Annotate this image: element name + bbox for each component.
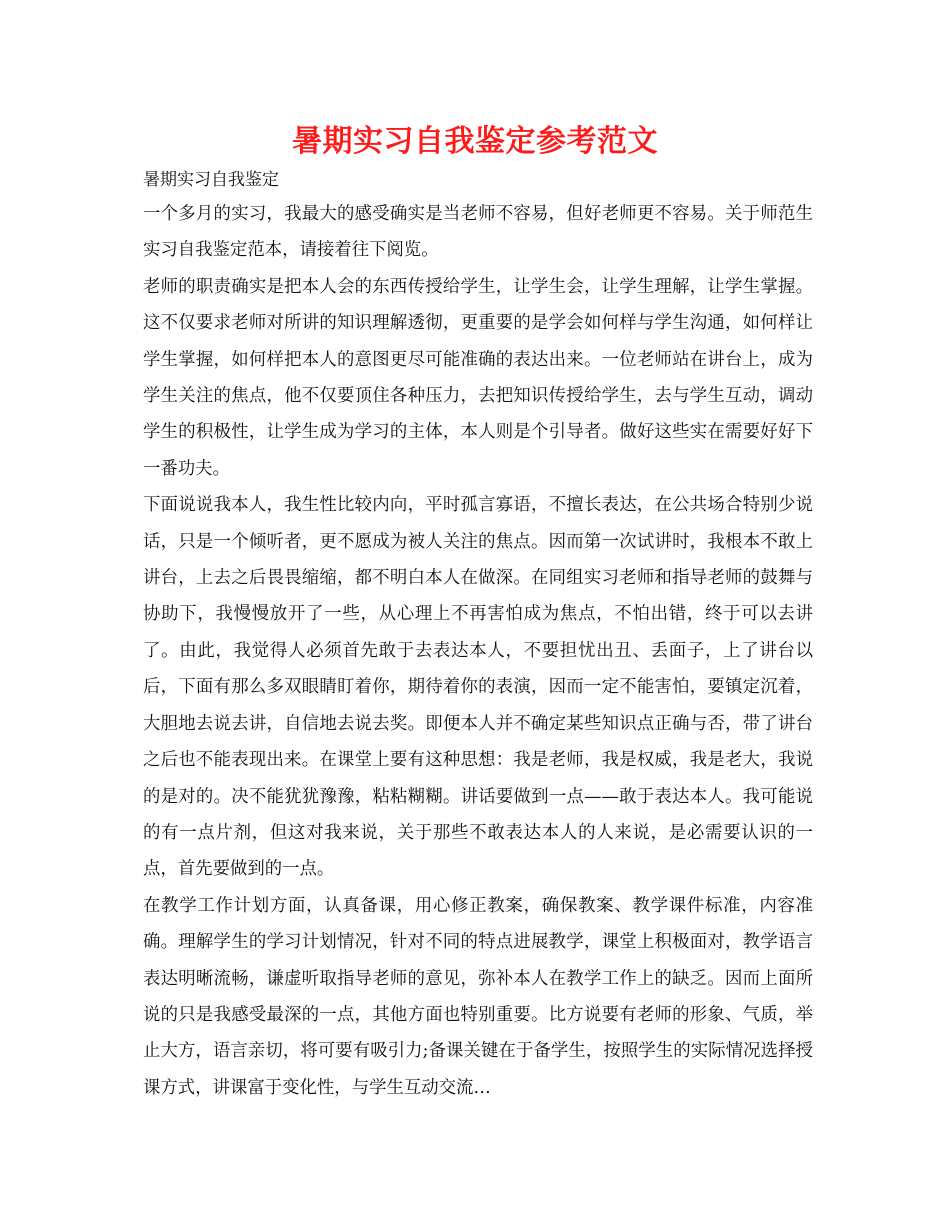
document-subtitle: 暑期实习自我鉴定 <box>143 170 279 190</box>
paragraph-teaching-plan: 在教学工作计划方面，认真备课，用心修正教案，确保教案、教学课件标准，内容准确。理解学生的学习计划情况，针对不同的特点进展教学，课堂上积极面对，教学语言表达明晰流畅，谦虚听取指导老师的意见，弥补本人在教学工作上的缺乏。因而上面所说的只是我感受最深的一点，其他方面也特别重要。比方说要有老师的形象、气质，举止大方，语言亲切，将可要有吸引力;备课关键在于备学生，按照学生的实际情况选择授课方式，讲课富于变化性，与学生互动交流… <box>143 895 813 1098</box>
paragraph-teacher-duty: 老师的职责确实是把本人会的东西传授给学生，让学生会，让学生理解，让学生掌握。这不仅要求老师对所讲的知识理解透彻，更重要的是学会如何样与学生沟通，如何样让学生掌握，如何样把本人的意图更尽可能准确的表达出来。一位老师站在讲台上，成为学生关注的焦点，他不仅要顶住各种压力，去把知识传授给学生，去与学生互动，调动学生的积极性，让学生成为学习的主体，本人则是个引导者。做好这些实在需要好好下一番功夫。 <box>143 276 813 479</box>
paragraph-intro: 一个多月的实习，我最大的感受确实是当老师不容易，但好老师更不容易。关于师范生实习自我鉴定范本，请接着往下阅览。 <box>143 204 813 261</box>
paragraph-personal-experience: 下面说说我本人，我生性比较内向，平时孤言寡语，不擅长表达，在公共场合特别少说话，只是一个倾听者，更不愿成为被人关注的焦点。因而第一次试讲时，我根本不敢上讲台，上去之后畏畏缩缩，都不明白本人在做深。在同组实习老师和指导老师的鼓舞与协助下，我慢慢放开了一些，从心理上不再害怕成为焦点，不怕出错，终于可以去讲了。由此，我觉得人必须首先敢于去表达本人，不要担忧出丑、丢面子，上了讲台以后，下面有那么多双眼睛盯着你，期待着你的表演，因而一定不能害怕，要镇定沉着，大胆地去说去讲，自信地去说去奖。即便本人并不确定某些知识点正确与否，带了讲台之后也不能表现出来。在课堂上要有这种思想：我是老师，我是权威，我是老大，我说的是对的。决不能犹犹豫豫，粘粘糊糊。讲话要做到一点——敢于表达本人。我可能说的有一点片剂，但这对我来说，关于那些不敢表达本人的人来说，是必需要认识的一点，首先要做到的一点。 <box>143 495 813 880</box>
document-title: 暑期实习自我鉴定参考范文 <box>292 124 658 159</box>
document-body <box>143 196 813 1106</box>
